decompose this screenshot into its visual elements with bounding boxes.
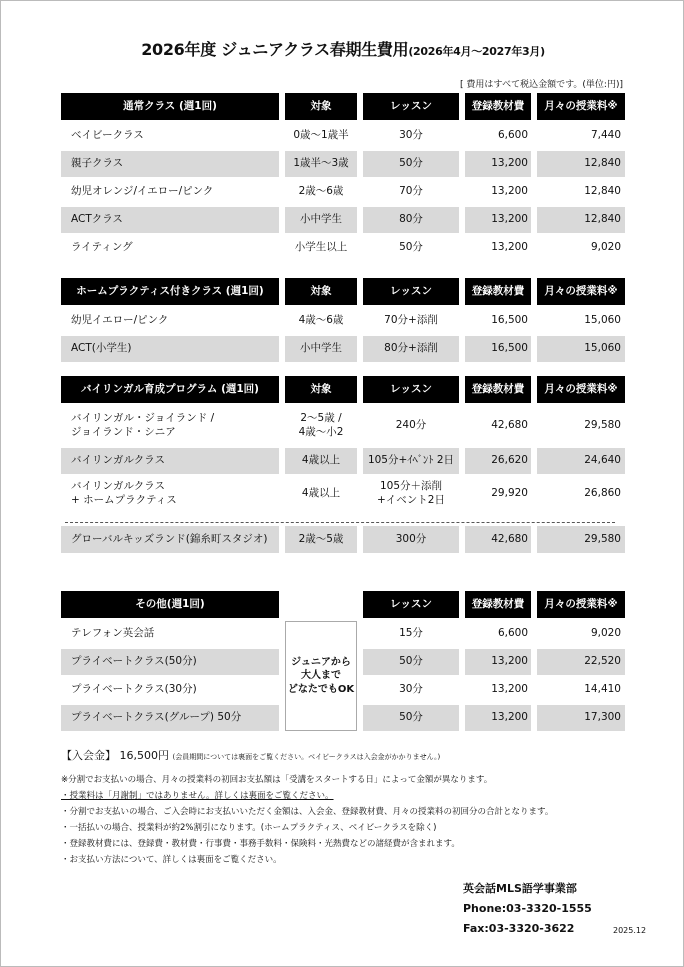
organization xyxy=(463,879,592,939)
target: 小中学生 xyxy=(285,207,357,233)
lesson: 50分 xyxy=(363,705,459,731)
registration-fee: 42,680 xyxy=(465,526,531,553)
class-name: バイリンガルクラス xyxy=(61,448,279,474)
column-header: レッスン xyxy=(363,278,459,305)
table-row xyxy=(61,476,625,512)
class-name: グローバルキッズランド(錦糸町スタジオ) xyxy=(61,526,279,553)
class-name: ACTクラス xyxy=(61,207,279,233)
note: ・お支払い方法について、詳しくは裏面をご覧ください。 xyxy=(61,855,282,866)
table-row xyxy=(61,179,625,205)
column-header: レッスン xyxy=(363,376,459,403)
section-title: 通常クラス (週1回) xyxy=(61,93,279,120)
lesson: 15分 xyxy=(399,627,423,640)
title-text: 2026年度 ジュニアクラス春期生費用 xyxy=(141,40,409,59)
title-period: (2026年4月～2027年3月) xyxy=(408,45,545,58)
registration-fee: 29,920 xyxy=(491,487,528,500)
table-row xyxy=(61,336,625,362)
column-header: 登録教材費 xyxy=(465,376,531,403)
class-name: プライベートクラス(30分) xyxy=(71,683,197,696)
monthly-fee: 15,060 xyxy=(584,314,621,327)
note: ・授業料は「月謝制」ではありません。詳しくは裏面をご覧ください。 xyxy=(61,791,334,802)
monthly-fee: 12,840 xyxy=(584,185,621,198)
lesson: 240分 xyxy=(395,419,427,432)
target: 1歳半～3歳 xyxy=(285,151,357,177)
admission-amount: 16,500円 xyxy=(119,749,169,762)
lesson: 50分 xyxy=(363,151,459,177)
lesson: 105分＋添削 +イベント2日 xyxy=(377,480,445,506)
section-bilingual xyxy=(61,376,625,555)
target: 4歳～6歳 xyxy=(298,314,344,327)
page-title xyxy=(1,37,684,60)
table-row xyxy=(61,406,625,446)
note: ※分割でお支払いの場合、月々の授業料の初回お支払額は「受講をスタートする日」によって金額が異なります。 xyxy=(61,775,493,785)
dashed-divider xyxy=(65,522,615,523)
registration-fee: 13,200 xyxy=(491,185,528,198)
note: ・一括払いの場合、授業料が約2%割引になります。(ホームプラクティス、ベイビークラスを除く) xyxy=(61,823,437,834)
column-header: レッスン xyxy=(363,591,459,618)
class-name: ライティング xyxy=(71,241,133,254)
org-phone: Phone:03-3320-1555 xyxy=(463,902,592,915)
registration-fee: 13,200 xyxy=(491,241,528,254)
target: 2～5歳 / 4歳～小2 xyxy=(298,412,344,438)
lesson: 50分 xyxy=(363,649,459,675)
lesson: 105分+ｲﾍﾞﾝﾄ 2日 xyxy=(363,448,459,474)
class-name: 親子クラス xyxy=(61,151,279,177)
target: 4歳以上 xyxy=(301,487,341,500)
monthly-fee: 29,580 xyxy=(584,419,621,432)
section-title: ホームプラクティス付きクラス (週1回) xyxy=(61,278,279,305)
admission-label: 【入会金】 xyxy=(61,749,116,762)
target-merged-cell: ジュニアから 大人まで どなたでもOK xyxy=(285,621,357,731)
lesson: 70分+添削 xyxy=(384,314,438,327)
monthly-fee: 22,520 xyxy=(537,649,625,675)
target: 小中学生 xyxy=(285,336,357,362)
target: 2歳～5歳 xyxy=(285,526,357,553)
column-header: 登録教材費 xyxy=(465,93,531,120)
note: ・登録教材費には、登録費・教材費・行事費・事務手数料・保険料・光熱費などの諸経費が含まれます。 xyxy=(61,839,460,850)
lesson: 50分 xyxy=(399,241,423,254)
column-header: レッスン xyxy=(363,93,459,120)
monthly-fee: 24,640 xyxy=(537,448,625,474)
column-header: 対象 xyxy=(285,278,357,305)
column-header: 月々の授業料※ xyxy=(537,93,625,120)
registration-fee: 13,200 xyxy=(465,705,531,731)
class-name: 幼児オレンジ/イエロー/ピンク xyxy=(71,185,214,198)
monthly-fee: 12,840 xyxy=(537,207,625,233)
table-header xyxy=(61,278,625,305)
monthly-fee: 17,300 xyxy=(537,705,625,731)
lesson: 30分 xyxy=(399,683,423,696)
registration-fee: 16,500 xyxy=(491,314,528,327)
monthly-fee: 14,410 xyxy=(584,683,621,696)
table-header xyxy=(61,376,625,403)
registration-fee: 6,600 xyxy=(497,129,528,142)
org-fax: Fax:03-3320-3622 xyxy=(463,922,575,935)
target: 4歳以上 xyxy=(285,448,357,474)
registration-fee: 42,680 xyxy=(491,419,528,432)
lesson: 70分 xyxy=(399,185,423,198)
table-row xyxy=(61,123,625,149)
issue-date: 2025.12 xyxy=(613,926,647,935)
column-header: 月々の授業料※ xyxy=(537,376,625,403)
section-title: バイリンガル育成プログラム (週1回) xyxy=(61,376,279,403)
column-header: 対象 xyxy=(285,93,357,120)
table-row xyxy=(61,207,625,233)
note: ・分割でお支払いの場合、ご入会時にお支払いいただく金額は、入会金、登録教材費、月々の授業料の初回分の合計となります。 xyxy=(61,807,554,818)
class-name: ベイビークラス xyxy=(71,129,144,142)
class-name: バイリンガルクラス + ホームプラクティス xyxy=(71,480,177,506)
class-name: プライベートクラス(グループ) 50分 xyxy=(61,705,279,731)
column-header: 対象 xyxy=(310,597,332,610)
table-header xyxy=(61,93,625,120)
monthly-fee: 12,840 xyxy=(537,151,625,177)
notes-list xyxy=(61,776,553,873)
column-header: 対象 xyxy=(285,376,357,403)
section-other xyxy=(61,591,625,733)
section-regular xyxy=(61,93,625,263)
table-row xyxy=(61,151,625,177)
registration-fee: 6,600 xyxy=(497,627,528,640)
column-header: 月々の授業料※ xyxy=(537,591,625,618)
target: 0歳～1歳半 xyxy=(293,129,349,142)
class-name: 幼児イエロー/ピンク xyxy=(71,314,169,327)
lesson: 300分 xyxy=(363,526,459,553)
monthly-fee: 7,440 xyxy=(590,129,621,142)
registration-fee: 13,200 xyxy=(491,683,528,696)
admission-note: (会員期間については裏面をご覧ください。ベイビークラスは入会金がかかりません。) xyxy=(172,753,441,761)
admission-fee xyxy=(61,747,440,763)
lesson: 80分+添削 xyxy=(363,336,459,362)
table-row xyxy=(61,308,625,334)
monthly-fee: 29,580 xyxy=(537,526,625,553)
registration-fee: 13,200 xyxy=(465,649,531,675)
section-home-practice xyxy=(61,278,625,364)
registration-fee: 26,620 xyxy=(465,448,531,474)
class-name: テレフォン英会話 xyxy=(71,627,155,640)
lesson: 30分 xyxy=(399,129,423,142)
table-row xyxy=(61,448,625,474)
monthly-fee: 15,060 xyxy=(537,336,625,362)
registration-fee: 13,200 xyxy=(465,207,531,233)
target: 2歳～6歳 xyxy=(298,185,344,198)
table-row xyxy=(61,235,625,261)
column-header: 登録教材費 xyxy=(465,278,531,305)
column-header: 登録教材費 xyxy=(465,591,531,618)
section-title: その他(週1回) xyxy=(61,591,279,618)
tax-note: [ 費用はすべて税込金額です。(単位:円)] xyxy=(459,80,623,90)
class-name: バイリンガル・ジョイランド / ジョイランド・シニア xyxy=(71,412,215,438)
monthly-fee: 26,860 xyxy=(584,487,621,500)
registration-fee: 16,500 xyxy=(465,336,531,362)
class-name: プライベートクラス(50分) xyxy=(61,649,279,675)
target: 小学生以上 xyxy=(294,241,348,254)
lesson: 80分 xyxy=(363,207,459,233)
table-header xyxy=(61,591,625,618)
class-name: ACT(小学生) xyxy=(61,336,279,362)
monthly-fee: 9,020 xyxy=(590,627,621,640)
table-row xyxy=(61,526,625,553)
monthly-fee: 9,020 xyxy=(590,241,621,254)
column-header: 月々の授業料※ xyxy=(537,278,625,305)
registration-fee: 13,200 xyxy=(465,151,531,177)
org-name: 英会話MLS語学事業部 xyxy=(463,882,577,895)
